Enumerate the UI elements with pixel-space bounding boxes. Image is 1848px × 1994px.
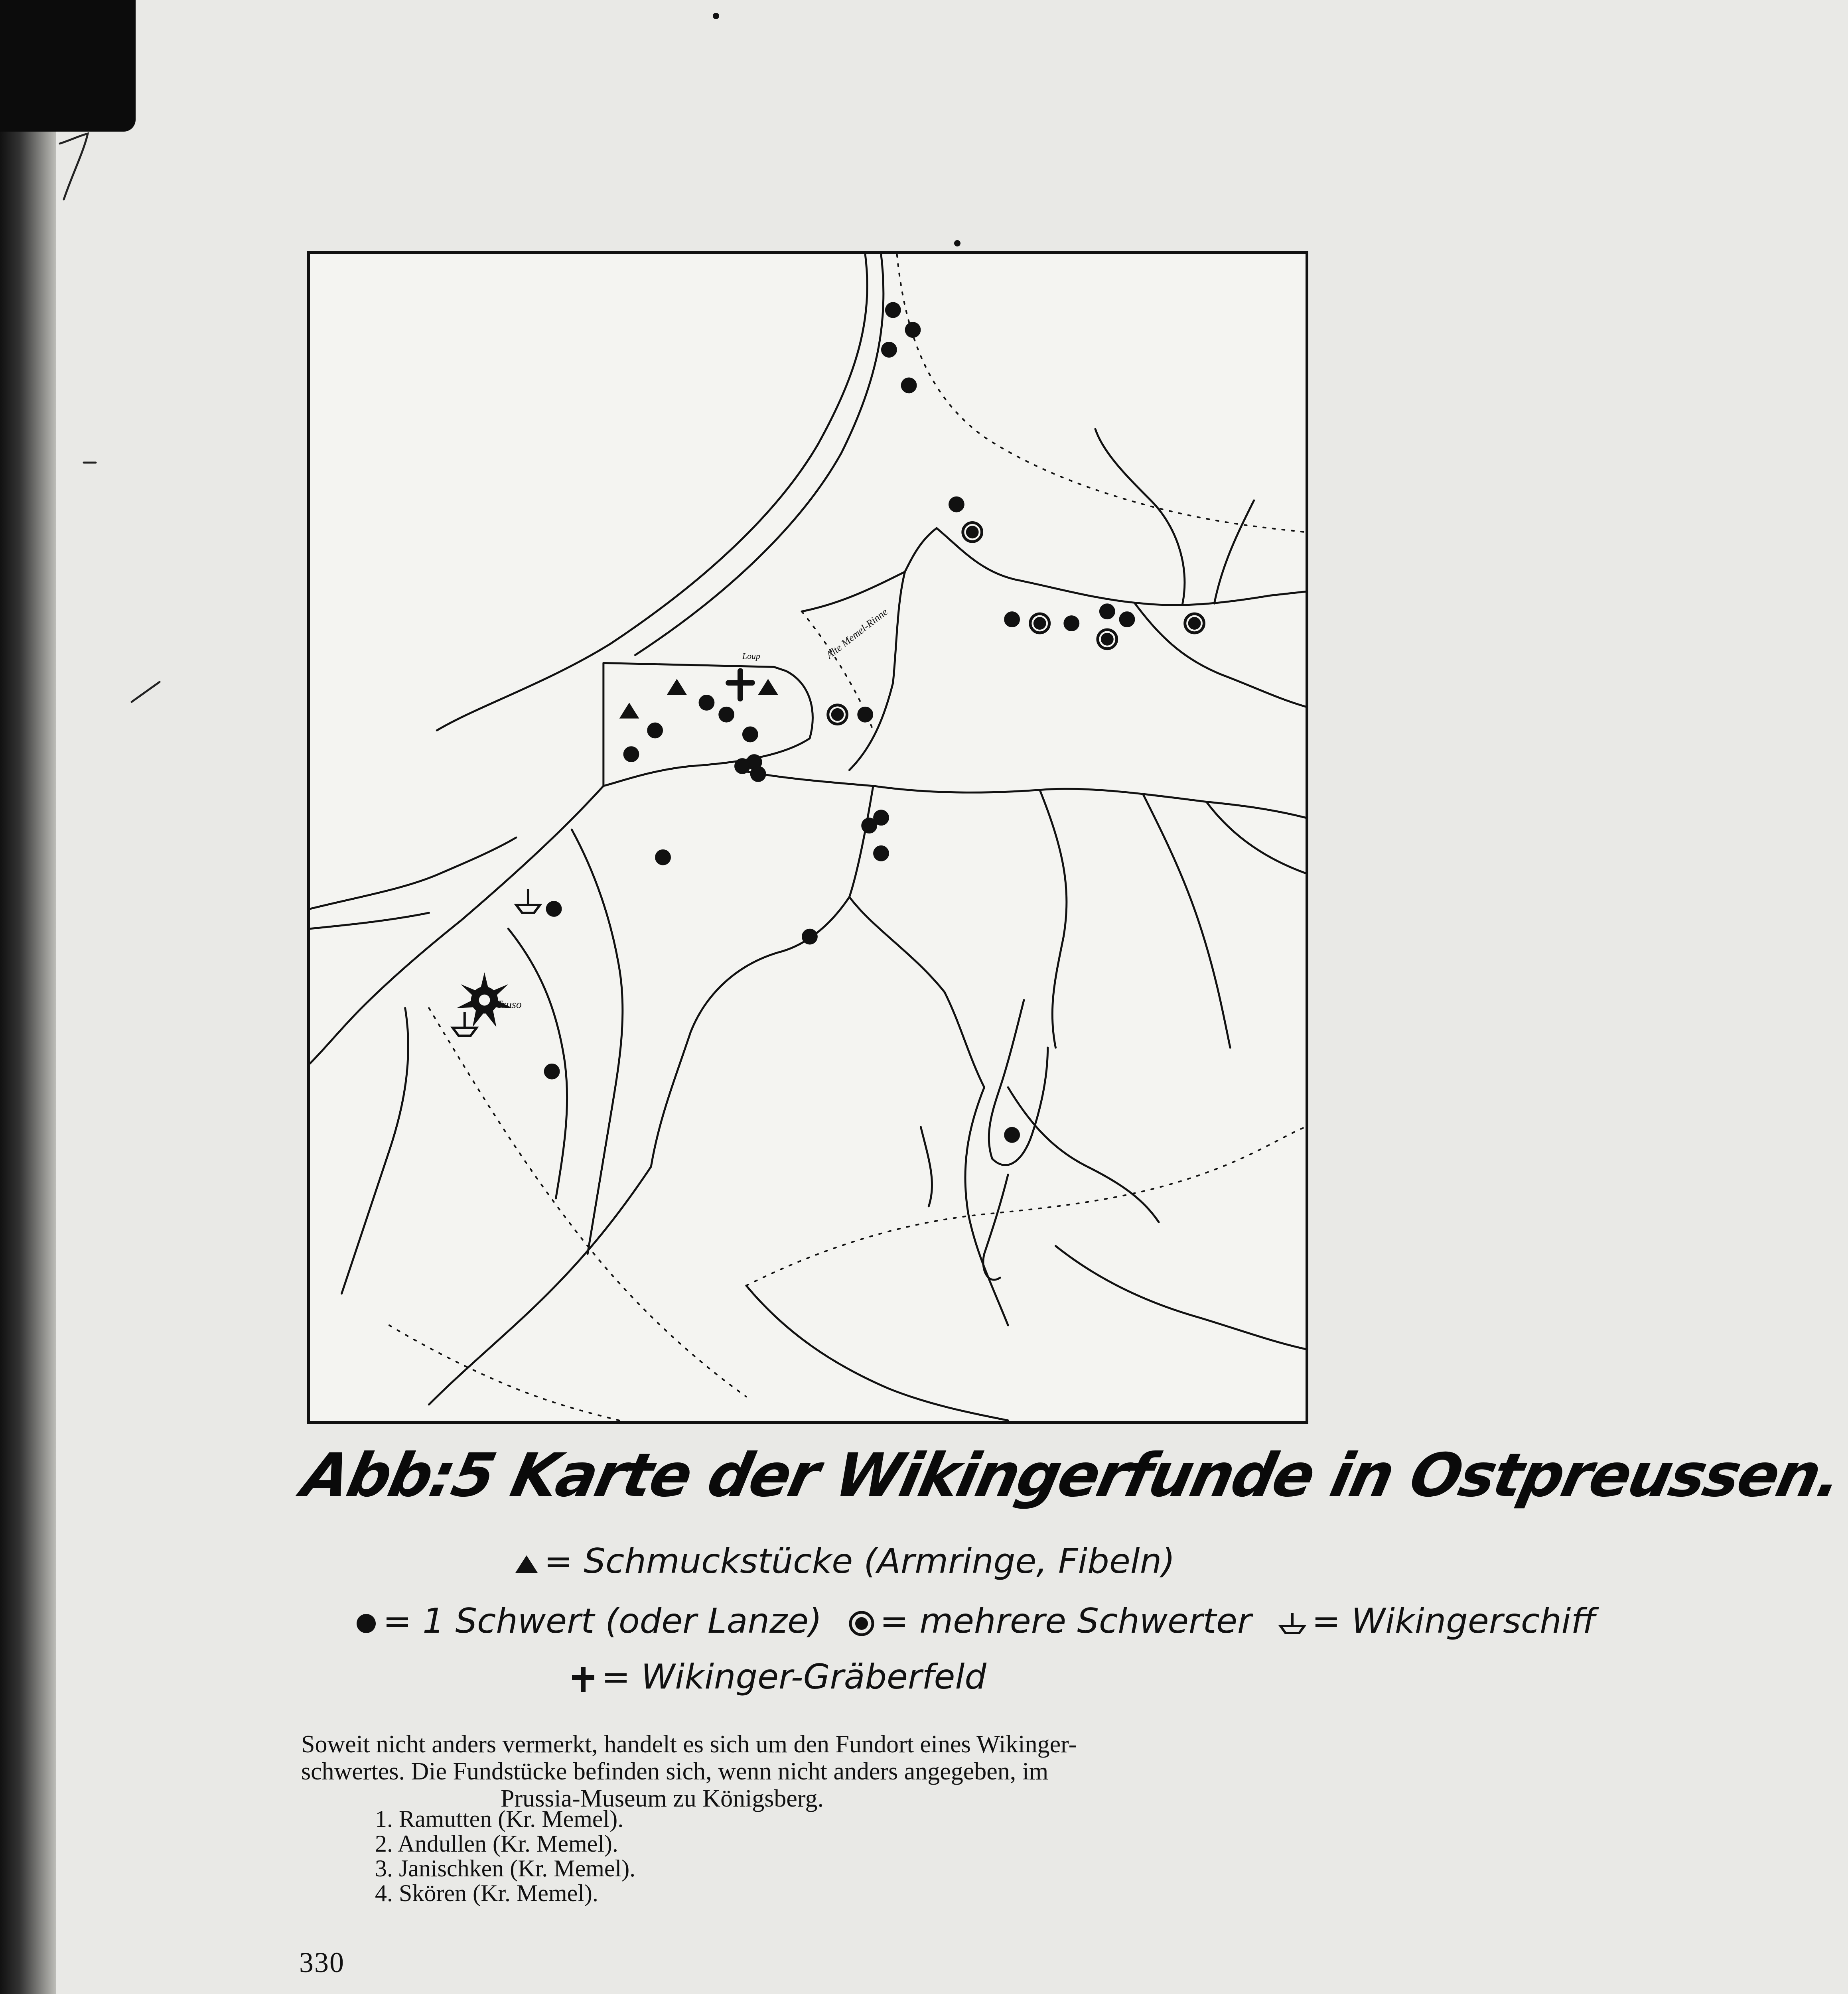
legend-item-ship bbox=[1278, 1599, 1596, 1643]
cemetery-cross bbox=[728, 671, 752, 699]
curonian-spit bbox=[437, 254, 867, 730]
cross-icon bbox=[570, 1665, 596, 1693]
paragraph-line-3: Prussia-Museum zu Königsberg. bbox=[501, 1785, 824, 1812]
legend-ornaments: = Schmuckstücke (Armringe, Fibeln) bbox=[544, 1541, 1175, 1581]
legend-row-swords bbox=[355, 1599, 1612, 1643]
label-truso: Truso bbox=[496, 998, 522, 1011]
map-frame bbox=[307, 251, 1308, 1424]
list-item: 1. Ramutten (Kr. Memel). bbox=[375, 1806, 624, 1832]
legend-item-single-sword bbox=[355, 1599, 822, 1643]
dot-icon bbox=[355, 1612, 377, 1635]
legend-several-swords: = mehrere Schwerter bbox=[880, 1601, 1252, 1641]
legend-single-sword: = 1 Schwert (oder Lanze) bbox=[383, 1601, 822, 1641]
legend-item-several-swords bbox=[849, 1599, 1251, 1643]
legend-ship: = Wikingerschiff bbox=[1312, 1601, 1596, 1641]
ringed-dot-icon bbox=[849, 1611, 874, 1636]
ship-symbols bbox=[453, 889, 540, 1036]
pregel-river bbox=[738, 770, 1306, 818]
samland-coast bbox=[604, 663, 813, 786]
label-haff: Alte Memel-Rinne bbox=[824, 606, 890, 661]
ornament-triangles bbox=[619, 679, 778, 718]
site-list bbox=[375, 1807, 933, 1905]
binding-tab bbox=[0, 0, 136, 132]
border-dotted-1 bbox=[897, 254, 1306, 532]
map-drawing bbox=[310, 254, 1306, 1421]
ship-icon bbox=[1278, 1612, 1306, 1635]
explanatory-paragraph bbox=[301, 1731, 1304, 1812]
list-item: 3. Janischken (Kr. Memel). bbox=[375, 1855, 636, 1882]
legend-cemetery: = Wikinger-Gräberfeld bbox=[602, 1657, 986, 1697]
legend-row-ornaments bbox=[515, 1539, 1175, 1583]
paragraph-line-2: schwertes. Die Fundstücke befinden sich, wenn nicht anders angegeben, im bbox=[301, 1758, 1049, 1785]
paragraph-line-1: Soweit nicht anders vermerkt, handelt es sich um den Fundort eines Wikinger- bbox=[301, 1731, 1077, 1758]
memel-river bbox=[937, 528, 1306, 605]
page-edge-shadow bbox=[0, 0, 56, 1994]
list-item: 4. Skören (Kr. Memel). bbox=[375, 1880, 598, 1906]
label-loup: Loup bbox=[742, 651, 760, 661]
legend-row-cemetery bbox=[570, 1655, 986, 1699]
list-item: 2. Andullen (Kr. Memel). bbox=[375, 1830, 618, 1857]
figure-title: Abb:5 Karte der Wikingerfunde in Ostpreussen. bbox=[296, 1441, 1847, 1510]
page-number: 330 bbox=[299, 1947, 345, 1978]
triangle-icon bbox=[515, 1554, 538, 1574]
find-sites bbox=[545, 303, 1204, 1142]
